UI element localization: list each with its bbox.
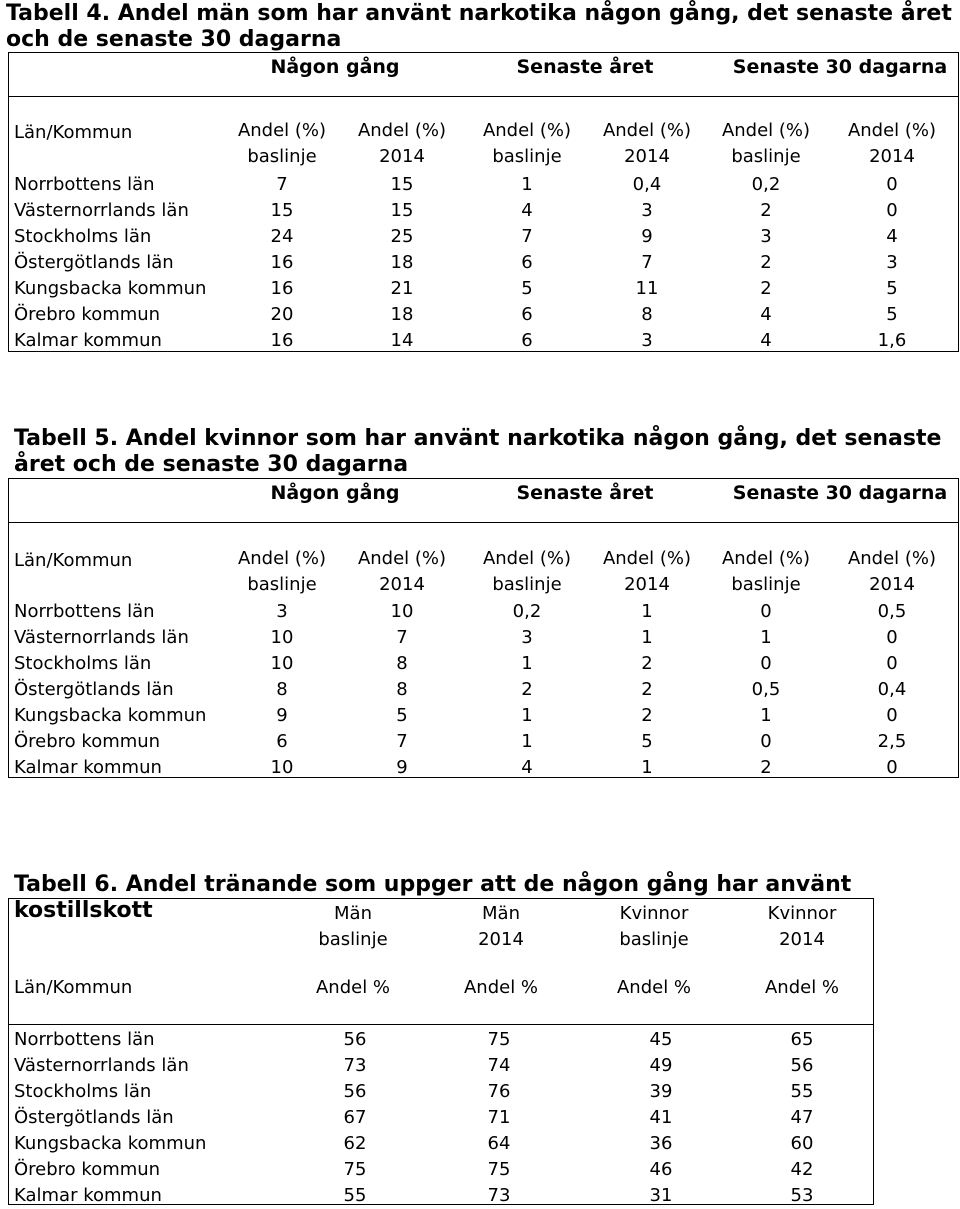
cell: 0 xyxy=(886,653,898,674)
cell: 2 xyxy=(760,200,772,221)
table4-column-header xyxy=(232,118,332,170)
column-header-line1: Andel (%) xyxy=(602,548,692,569)
row-name: Örebro kommun xyxy=(14,1159,161,1180)
table4-caption: Tabell 4. Andel män som har använt narkotika någon gång, det senaste året och de senaste 30 dagarna xyxy=(6,1,952,52)
column-header-line1: Andel (%) xyxy=(721,548,811,569)
cell: 1 xyxy=(760,627,772,648)
table6-unit-label: Andel % xyxy=(463,977,539,998)
cell: 3 xyxy=(276,601,288,622)
cell: 55 xyxy=(343,1185,367,1206)
cell: 3 xyxy=(641,330,653,351)
table5-value-column xyxy=(842,599,942,781)
table6-column-header xyxy=(604,901,704,953)
row-name: Västernorrlands län xyxy=(14,200,189,221)
table6-value-column xyxy=(611,1027,711,1209)
column-header-line1: Andel (%) xyxy=(847,120,937,141)
cell: 6 xyxy=(521,330,533,351)
column-header-line2: baslinje xyxy=(731,146,801,167)
cell: 2 xyxy=(641,705,653,726)
cell: 1 xyxy=(521,653,533,674)
cell: 0 xyxy=(886,174,898,195)
table4-header-divider xyxy=(8,96,959,97)
column-header-line1: Andel (%) xyxy=(721,120,811,141)
table5-group-header: Senaste 30 dagarna xyxy=(732,482,948,504)
cell: 74 xyxy=(487,1055,511,1076)
cell: 36 xyxy=(649,1133,673,1154)
cell: 16 xyxy=(270,278,294,299)
table6-column-header xyxy=(752,901,852,953)
cell: 20 xyxy=(270,304,294,325)
column-header-line1: Andel (%) xyxy=(237,120,327,141)
table6-caption: Tabell 6. Andel tränande som uppger att de någon gång har använt kostillskott xyxy=(14,872,852,923)
cell: 7 xyxy=(396,627,408,648)
table4-value-column xyxy=(477,172,577,354)
cell: 67 xyxy=(343,1107,367,1128)
cell: 71 xyxy=(487,1107,511,1128)
cell: 0,5 xyxy=(751,679,781,700)
cell: 41 xyxy=(649,1107,673,1128)
table4-value-column xyxy=(842,172,942,354)
column-header-line2: 2014 xyxy=(624,574,670,595)
cell: 7 xyxy=(396,731,408,752)
column-header-line1: Kvinnor xyxy=(767,903,837,924)
cell: 39 xyxy=(649,1081,673,1102)
table4-column-header xyxy=(842,118,942,170)
table5-column-header xyxy=(477,546,577,598)
cell: 25 xyxy=(390,226,414,247)
row-name: Stockholms län xyxy=(14,226,152,247)
cell: 53 xyxy=(790,1185,814,1206)
table5-value-column xyxy=(477,599,577,781)
column-header-line1: Andel (%) xyxy=(602,120,692,141)
table6-value-column xyxy=(449,1027,549,1209)
cell: 1 xyxy=(641,627,653,648)
table5-value-column xyxy=(232,599,332,781)
cell: 15 xyxy=(390,200,414,221)
table5-row-names xyxy=(14,599,206,781)
row-name: Kalmar kommun xyxy=(14,1185,162,1206)
table5-column-header xyxy=(232,546,332,598)
cell: 1 xyxy=(521,731,533,752)
column-header-line1: Andel (%) xyxy=(847,548,937,569)
table5-header-divider xyxy=(8,522,959,523)
table4-column-header xyxy=(352,118,452,170)
cell: 11 xyxy=(635,278,659,299)
cell: 55 xyxy=(790,1081,814,1102)
cell: 46 xyxy=(649,1159,673,1180)
table6-value-column xyxy=(305,1027,405,1209)
table4-value-column xyxy=(716,172,816,354)
row-name: Östergötlands län xyxy=(14,252,174,273)
column-header-line2: 2014 xyxy=(869,574,915,595)
table5-value-column xyxy=(352,599,452,781)
column-header-line2: 2014 xyxy=(779,929,825,950)
row-name: Östergötlands län xyxy=(14,1107,174,1128)
cell: 0 xyxy=(760,601,772,622)
table4-group-header: Senaste 30 dagarna xyxy=(732,56,948,78)
column-header-line1: Andel (%) xyxy=(237,548,327,569)
cell: 6 xyxy=(276,731,288,752)
cell: 75 xyxy=(343,1159,367,1180)
cell: 8 xyxy=(396,679,408,700)
row-name: Kungsbacka kommun xyxy=(14,705,207,726)
cell: 0,2 xyxy=(751,174,781,195)
cell: 1 xyxy=(641,601,653,622)
column-header-line2: baslinje xyxy=(731,574,801,595)
cell: 1 xyxy=(521,174,533,195)
cell: 0,2 xyxy=(512,601,542,622)
cell: 10 xyxy=(390,601,414,622)
cell: 10 xyxy=(270,653,294,674)
cell: 8 xyxy=(396,653,408,674)
column-header-line2: baslinje xyxy=(318,929,388,950)
cell: 10 xyxy=(270,757,294,778)
table5-column-header xyxy=(716,546,816,598)
table4-group-header: Någon gång xyxy=(270,56,400,78)
table6-column-header xyxy=(303,901,403,953)
table5-value-column xyxy=(716,599,816,781)
table5-column-header xyxy=(597,546,697,598)
cell: 16 xyxy=(270,330,294,351)
cell: 0 xyxy=(760,731,772,752)
row-name: Östergötlands län xyxy=(14,679,174,700)
cell: 9 xyxy=(276,705,288,726)
cell: 4 xyxy=(760,304,772,325)
table5-caption: Tabell 5. Andel kvinnor som har använt narkotika någon gång, det senaste året och de senaste 30 dagarna xyxy=(14,426,942,477)
cell: 73 xyxy=(487,1185,511,1206)
cell: 4 xyxy=(521,757,533,778)
cell: 2 xyxy=(641,679,653,700)
cell: 18 xyxy=(390,304,414,325)
cell: 6 xyxy=(521,304,533,325)
cell: 75 xyxy=(487,1159,511,1180)
cell: 75 xyxy=(487,1029,511,1050)
column-header-line2: 2014 xyxy=(379,146,425,167)
cell: 49 xyxy=(649,1055,673,1076)
column-header-line2: 2014 xyxy=(379,574,425,595)
table6-column-header xyxy=(451,901,551,953)
table6-unit-label: Andel % xyxy=(315,977,391,998)
row-name: Kalmar kommun xyxy=(14,757,162,778)
column-header-line1: Andel (%) xyxy=(357,548,447,569)
table4-column-header xyxy=(597,118,697,170)
column-header-line1: Andel (%) xyxy=(482,120,572,141)
cell: 5 xyxy=(886,278,898,299)
cell: 7 xyxy=(521,226,533,247)
cell: 2 xyxy=(641,653,653,674)
column-header-line2: 2014 xyxy=(869,146,915,167)
cell: 64 xyxy=(487,1133,511,1154)
cell: 6 xyxy=(521,252,533,273)
cell: 16 xyxy=(270,252,294,273)
cell: 3 xyxy=(886,252,898,273)
cell: 8 xyxy=(641,304,653,325)
cell: 9 xyxy=(641,226,653,247)
cell: 1,6 xyxy=(877,330,907,351)
row-name: Örebro kommun xyxy=(14,304,161,325)
table4-row-names xyxy=(14,172,206,354)
table5-row-header: Län/Kommun xyxy=(14,550,133,571)
cell: 4 xyxy=(760,330,772,351)
table4-column-header xyxy=(716,118,816,170)
table6-unit-label: Andel % xyxy=(616,977,692,998)
cell: 0 xyxy=(886,757,898,778)
row-name: Kalmar kommun xyxy=(14,330,162,351)
table6-value-column xyxy=(752,1027,852,1209)
cell: 60 xyxy=(790,1133,814,1154)
table5-value-column xyxy=(597,599,697,781)
cell: 76 xyxy=(487,1081,511,1102)
cell: 8 xyxy=(276,679,288,700)
cell: 0,4 xyxy=(877,679,907,700)
column-header-line1: Män xyxy=(482,903,520,924)
cell: 3 xyxy=(521,627,533,648)
column-header-line2: 2014 xyxy=(624,146,670,167)
cell: 9 xyxy=(396,757,408,778)
cell: 7 xyxy=(641,252,653,273)
row-name: Norrbottens län xyxy=(14,1029,155,1050)
cell: 73 xyxy=(343,1055,367,1076)
cell: 42 xyxy=(790,1159,814,1180)
cell: 65 xyxy=(790,1029,814,1050)
column-header-line2: 2014 xyxy=(478,929,524,950)
cell: 10 xyxy=(270,627,294,648)
cell: 5 xyxy=(521,278,533,299)
table4-value-column xyxy=(597,172,697,354)
cell: 47 xyxy=(790,1107,814,1128)
cell: 0,4 xyxy=(632,174,662,195)
table6-row-names xyxy=(14,1027,206,1209)
cell: 3 xyxy=(760,226,772,247)
table5-group-header: Senaste året xyxy=(516,482,654,504)
column-header-line2: baslinje xyxy=(247,146,317,167)
cell: 2 xyxy=(521,679,533,700)
row-name: Västernorrlands län xyxy=(14,627,189,648)
cell: 7 xyxy=(276,174,288,195)
cell: 56 xyxy=(790,1055,814,1076)
cell: 24 xyxy=(270,226,294,247)
cell: 0 xyxy=(886,200,898,221)
table4-value-column xyxy=(352,172,452,354)
table5-column-header xyxy=(352,546,452,598)
column-header-line1: Andel (%) xyxy=(482,548,572,569)
cell: 14 xyxy=(390,330,414,351)
table6-header-divider xyxy=(8,1024,874,1025)
cell: 31 xyxy=(649,1185,673,1206)
table4-value-column xyxy=(232,172,332,354)
column-header-line2: baslinje xyxy=(492,574,562,595)
cell: 4 xyxy=(521,200,533,221)
table6-unit-label: Andel % xyxy=(764,977,840,998)
cell: 0 xyxy=(886,705,898,726)
column-header-line2: baslinje xyxy=(247,574,317,595)
cell: 1 xyxy=(760,705,772,726)
cell: 0,5 xyxy=(877,601,907,622)
cell: 21 xyxy=(390,278,414,299)
cell: 1 xyxy=(641,757,653,778)
row-name: Stockholms län xyxy=(14,653,152,674)
column-header-line2: baslinje xyxy=(619,929,689,950)
row-name: Norrbottens län xyxy=(14,601,155,622)
row-name: Västernorrlands län xyxy=(14,1055,189,1076)
cell: 0 xyxy=(760,653,772,674)
cell: 3 xyxy=(641,200,653,221)
row-name: Stockholms län xyxy=(14,1081,152,1102)
table5-column-header xyxy=(842,546,942,598)
cell: 56 xyxy=(343,1081,367,1102)
cell: 5 xyxy=(886,304,898,325)
row-name: Örebro kommun xyxy=(14,731,161,752)
cell: 2 xyxy=(760,278,772,299)
table4-column-header xyxy=(477,118,577,170)
table4-row-header: Län/Kommun xyxy=(14,122,133,143)
cell: 15 xyxy=(390,174,414,195)
cell: 5 xyxy=(641,731,653,752)
cell: 5 xyxy=(396,705,408,726)
cell: 45 xyxy=(649,1029,673,1050)
cell: 56 xyxy=(343,1029,367,1050)
column-header-line1: Män xyxy=(334,903,372,924)
cell: 2 xyxy=(760,252,772,273)
cell: 62 xyxy=(343,1133,367,1154)
column-header-line1: Andel (%) xyxy=(357,120,447,141)
column-header-line1: Kvinnor xyxy=(619,903,689,924)
cell: 4 xyxy=(886,226,898,247)
row-name: Norrbottens län xyxy=(14,174,155,195)
table6-row-header: Län/Kommun xyxy=(14,977,133,998)
cell: 2,5 xyxy=(877,731,907,752)
cell: 15 xyxy=(270,200,294,221)
cell: 2 xyxy=(760,757,772,778)
column-header-line2: baslinje xyxy=(492,146,562,167)
cell: 18 xyxy=(390,252,414,273)
row-name: Kungsbacka kommun xyxy=(14,278,207,299)
cell: 0 xyxy=(886,627,898,648)
row-name: Kungsbacka kommun xyxy=(14,1133,207,1154)
table4-group-header: Senaste året xyxy=(516,56,654,78)
cell: 1 xyxy=(521,705,533,726)
table5-group-header: Någon gång xyxy=(270,482,400,504)
